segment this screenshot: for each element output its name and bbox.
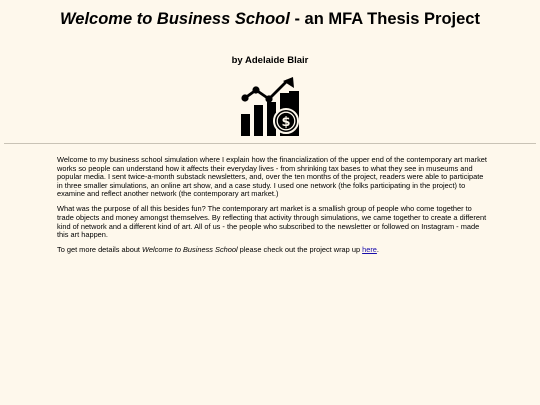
page-title-italic: Welcome to Business School [60,10,290,28]
intro-paragraph: Welcome to my business school simulation where I explain how the financialization of the upper end of the contemporary art market works so people can understand how it affects their everyday lives - from shrinking tax bases to what they see in museums and popular media. I sent twice-a-month substack newsletters, and, over the ten months of the project, readers were able to participate in three smaller simulations, an online art show, and a case study. I used one network (the folks participating in the project) to examine and reflect another network (the contemporary art market.) [57,155,487,199]
details-suffix: . [376,245,379,255]
details-middle: please check out the project wrap up [237,245,363,255]
details-prefix: To get more details about [57,245,143,255]
page-title-rest: - an MFA Thesis Project [289,10,480,28]
details-project-name: Welcome to Business School [142,245,238,255]
project-wrap-up-link[interactable]: here [362,245,377,255]
header-divider [4,143,536,144]
main-content [57,156,487,261]
chart-growth-dollar-icon [239,76,301,138]
page-title [0,9,540,29]
svg-text:$: $ [281,115,291,130]
author-byline: by Adelaide Blair [231,55,309,66]
details-paragraph [57,246,487,255]
purpose-paragraph: What was the purpose of all this besides fun? The contemporary art market is a smallish group of people who come together to trade objects and money amongst themselves. By reflecting that activity through simulations, we came together to create a different kind of network and a different kind of art. All of us - the people who subscribed to the newsletter or followed on Instagram - made this art happen. [57,204,487,240]
